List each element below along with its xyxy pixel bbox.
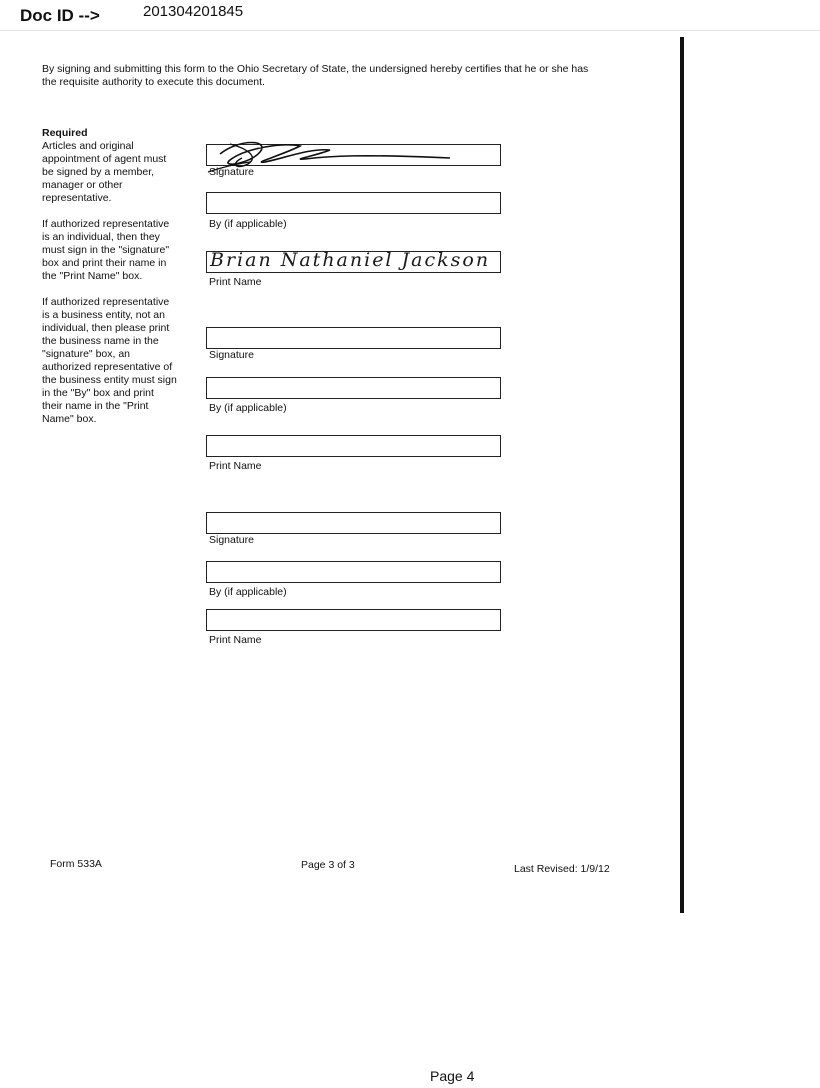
print-name-label-2: Print Name <box>209 460 262 472</box>
by-field-3[interactable] <box>206 561 501 583</box>
doc-id-value: 201304201845 <box>143 3 244 20</box>
page-number: Page 4 <box>430 1068 475 1084</box>
by-label-2: By (if applicable) <box>209 402 287 414</box>
doc-id-label: Doc ID --> <box>20 6 100 25</box>
print-name-label-3: Print Name <box>209 634 262 646</box>
page-of-pages: Page 3 of 3 <box>301 859 355 871</box>
print-name-field-2[interactable] <box>206 435 501 457</box>
print-name-field-3[interactable] <box>206 609 501 631</box>
signature-field-2[interactable] <box>206 327 501 349</box>
instructions-paragraph-3: If authorized representative is a business entity, not an individual, then please print the business name in the "signature" box, an authorized representative of the business entity must sign in the "By" box and print their name in the "Print Name" box. <box>42 296 177 425</box>
by-field-1[interactable] <box>206 192 501 214</box>
instructions-paragraph-2: If authorized representative is an individual, then they must sign in the "signature" box and print their name in the "Print Name" box. <box>42 218 170 282</box>
right-margin-rule <box>680 37 684 913</box>
instructions-column <box>42 127 177 439</box>
signature-field-3[interactable] <box>206 512 501 534</box>
print-name-label-1: Print Name <box>209 276 262 288</box>
print-name-value-1: Brian Nathaniel Jackson <box>210 249 491 271</box>
signature-label-1: Signature <box>209 166 254 178</box>
signature-label-3: Signature <box>209 534 254 546</box>
by-label-3: By (if applicable) <box>209 586 287 598</box>
instructions-paragraph-1: Articles and original appointment of agent must be signed by a member, manager or other representative. <box>42 140 167 204</box>
last-revised: Last Revised: 1/9/12 <box>514 863 610 875</box>
signature-label-2: Signature <box>209 349 254 361</box>
certification-text: By signing and submitting this form to the Ohio Secretary of State, the undersigned hereby certifies that he or she has the requisite authority to execute this document. <box>42 63 589 88</box>
required-heading: Required <box>42 127 88 139</box>
by-label-1: By (if applicable) <box>209 218 287 230</box>
form-number: Form 533A <box>50 858 102 870</box>
header-bar <box>0 0 820 31</box>
by-field-2[interactable] <box>206 377 501 399</box>
